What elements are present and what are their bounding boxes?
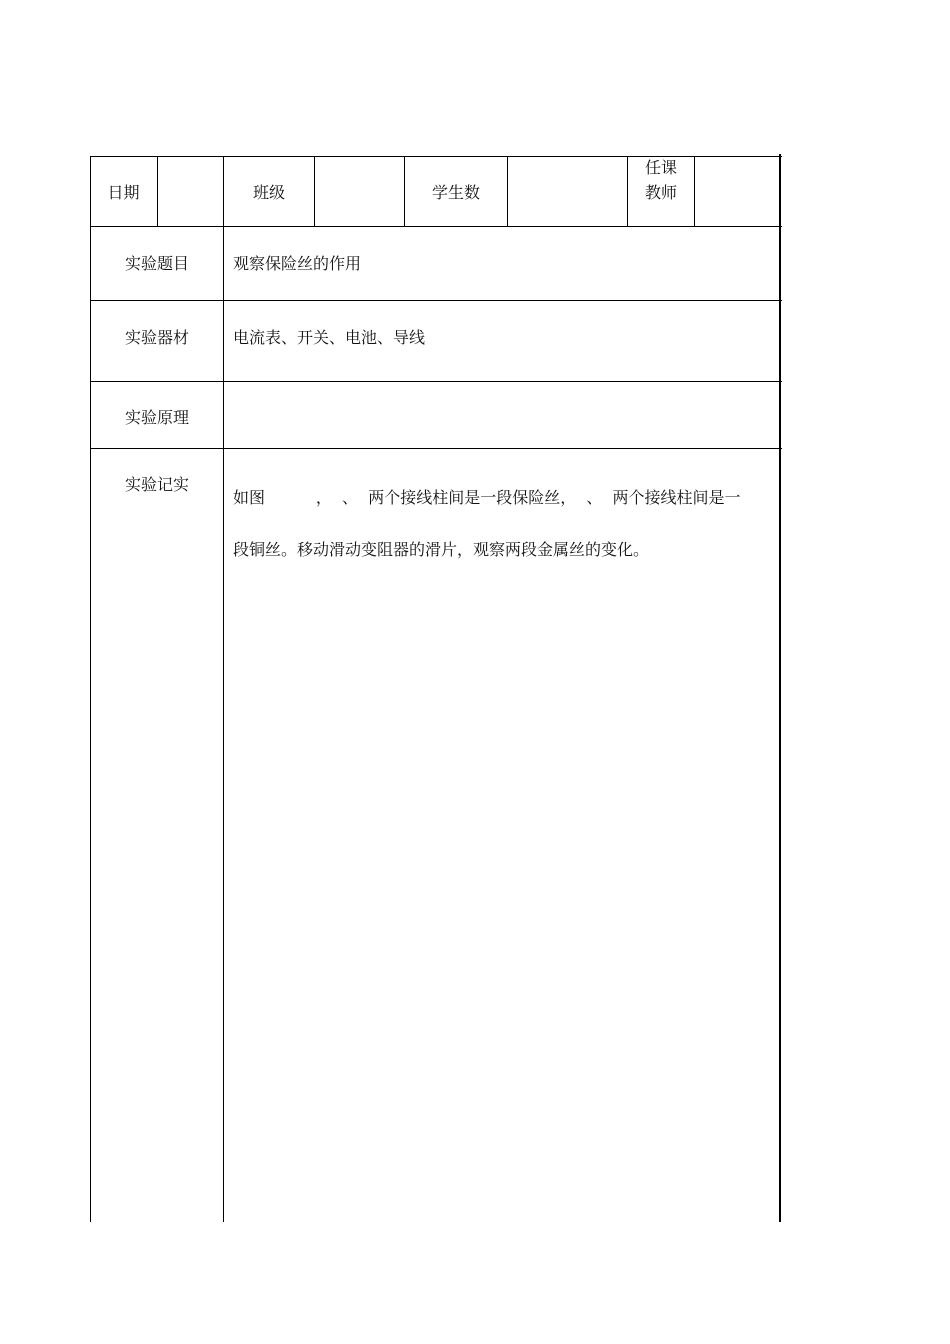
date-label: 日期 [107, 183, 140, 202]
header-divider-class [314, 156, 315, 226]
record-label: 实验记实 [124, 475, 189, 494]
students-label: 学生数 [431, 183, 480, 202]
equipment-value: 电流表、开关、电池、导线 [233, 328, 426, 347]
header-divider-date [157, 156, 158, 226]
record-line-2: 段铜丝。移动滑动变阻器的滑片，观察两段金属丝的变化。 [233, 540, 650, 559]
title-label: 实验题目 [124, 254, 189, 273]
teacher-label-line2: 教师 [644, 183, 677, 202]
record-content [233, 472, 778, 576]
label-column-divider [223, 156, 224, 1222]
row-divider-title [90, 300, 782, 301]
record-line-1: 如图 ， 、 两个接线柱间是一段保险丝， 、 两个接线柱间是一 [233, 488, 741, 507]
row-divider-header [90, 226, 782, 227]
class-label: 班级 [252, 183, 285, 202]
row-divider-equipment [90, 381, 782, 382]
row-divider-principle [90, 448, 782, 449]
table-left-border [90, 156, 91, 1222]
teacher-label-line1: 任课 [644, 158, 677, 177]
header-divider-students [507, 156, 508, 226]
table-top-border [90, 156, 782, 157]
header-divider-teacher [694, 156, 695, 226]
title-value: 观察保险丝的作用 [233, 254, 362, 273]
table-right-border [779, 154, 781, 1222]
principle-label: 实验原理 [124, 408, 189, 427]
equipment-label: 实验器材 [124, 328, 189, 347]
